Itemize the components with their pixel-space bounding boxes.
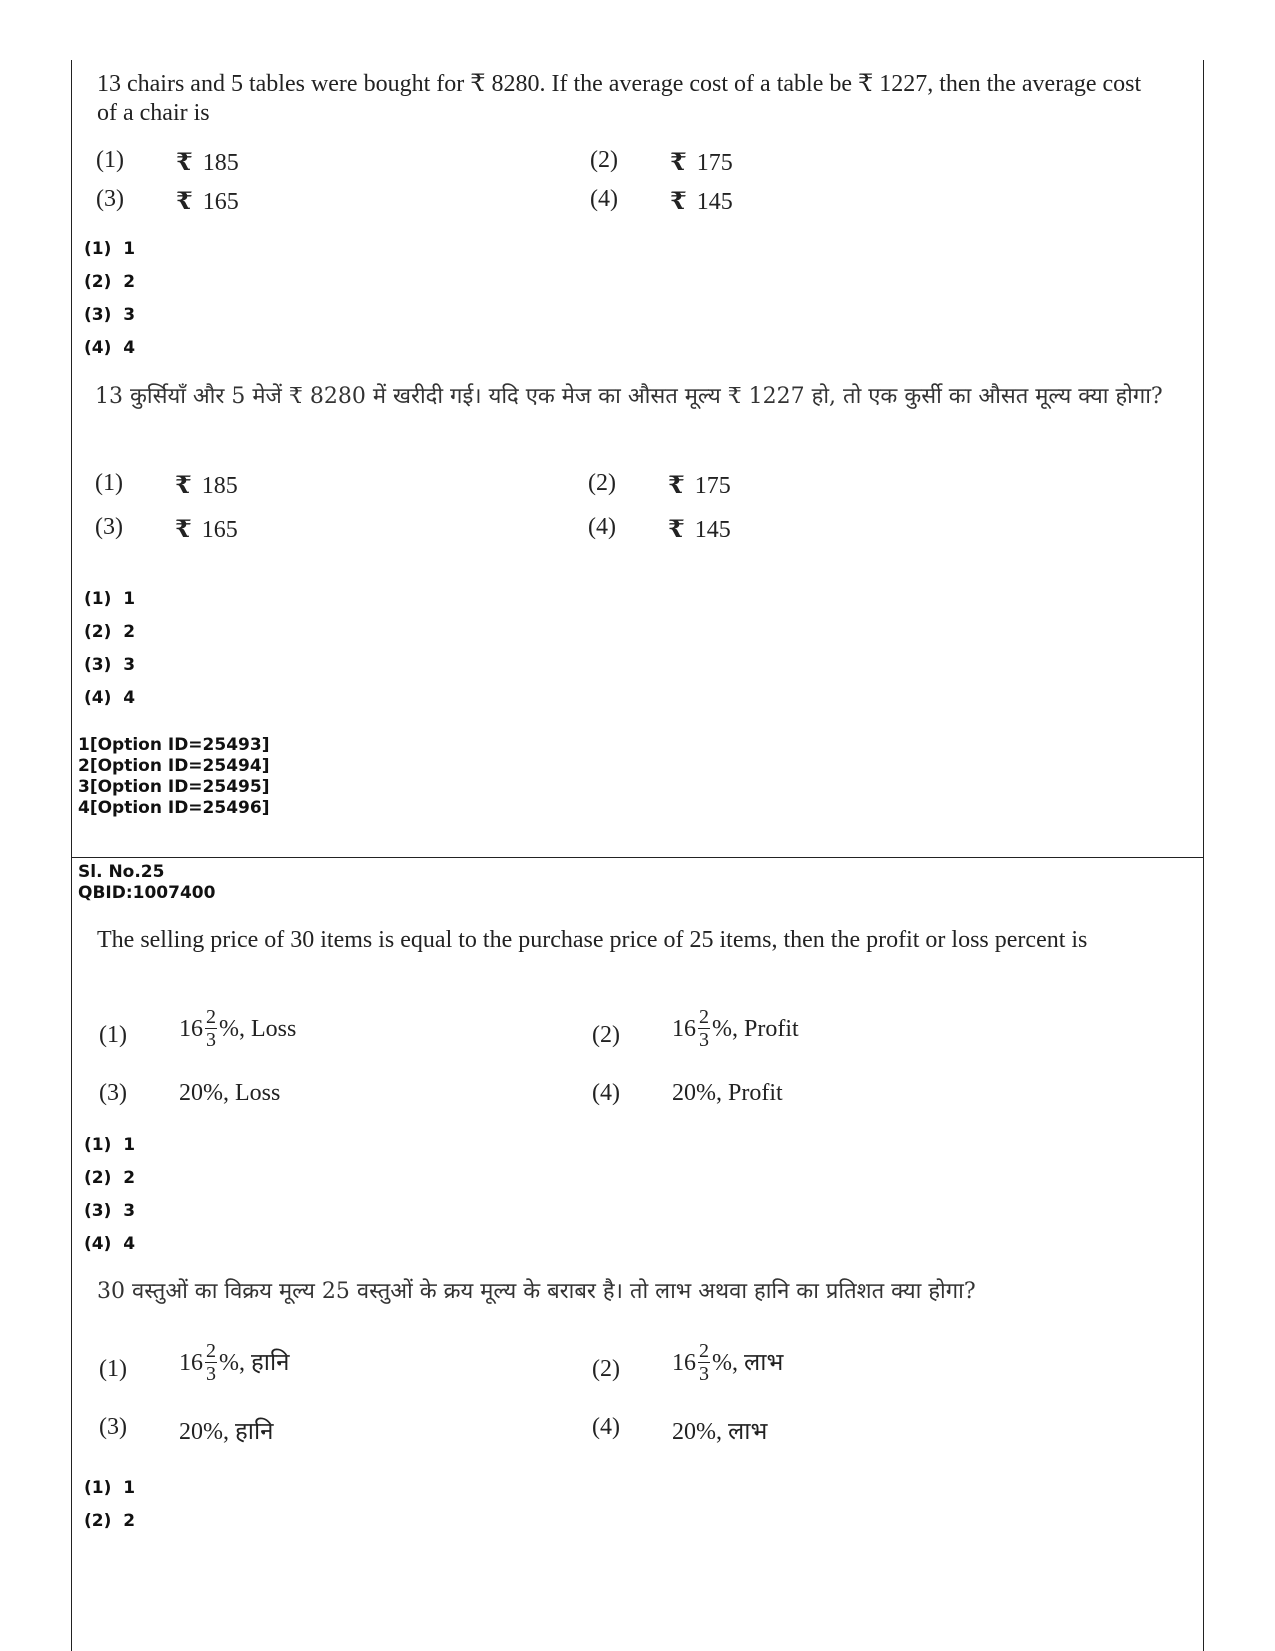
option-number: (1) (95, 470, 123, 496)
q25-hi-option-3 (99, 1414, 519, 1454)
fraction-denominator: 3 (206, 1029, 216, 1051)
fraction-numerator: 2 (206, 1006, 216, 1028)
question-separator (71, 857, 1204, 858)
q24-en-option-1 (96, 147, 496, 187)
q24-option-id-1: 1[Option ID=25493] (78, 735, 270, 755)
q25-en-option-3 (99, 1080, 519, 1120)
rupee-symbol: ₹ (175, 473, 192, 499)
option-number: (4) (592, 1080, 620, 1106)
page-frame-left (71, 60, 72, 1651)
option-value: 20%, हानि (179, 1419, 274, 1445)
option-number: (3) (96, 186, 124, 212)
option-value: 165 (202, 189, 239, 215)
option-value: 185 (201, 473, 238, 499)
fraction-denominator: 3 (206, 1363, 216, 1385)
q25-answer-choice-4[interactable]: (4) 4 (84, 1234, 136, 1254)
q24-hi-answer-choice-1[interactable]: (1) 1 (84, 589, 136, 609)
option-number: (1) (96, 147, 124, 173)
fraction-denominator: 3 (699, 1029, 709, 1051)
q24-hi-option-2 (588, 470, 988, 510)
option-number: (4) (590, 186, 618, 212)
q25-hi-answer-choice-2[interactable]: (2) 2 (84, 1511, 136, 1531)
option-number: (2) (592, 1022, 620, 1048)
q24-hi-option-3 (95, 514, 495, 554)
fraction-denominator: 3 (699, 1363, 709, 1385)
option-value: 20%, लाभ (672, 1419, 768, 1445)
q25-question-text-en: The selling price of 30 items is equal to the purchase price of 25 items, then the profit or loss percent is (97, 927, 1088, 953)
rupee-symbol: ₹ (668, 473, 685, 499)
option-value: %, Loss (219, 1016, 297, 1043)
option-number: (3) (99, 1080, 127, 1106)
option-value: 20%, Loss (179, 1080, 281, 1106)
q25-hi-option-2 (592, 1340, 1012, 1406)
fraction-numerator: 2 (699, 1006, 709, 1028)
q24-answer-choice-3[interactable]: (3) 3 (84, 305, 136, 325)
fraction-whole: 16 (179, 1016, 203, 1043)
q25-qbid: QBID:1007400 (78, 883, 216, 903)
option-number: (3) (99, 1414, 127, 1440)
option-number: (2) (592, 1356, 620, 1382)
q25-en-option-2 (592, 1006, 1012, 1072)
q24-answer-choice-2[interactable]: (2) 2 (84, 272, 136, 292)
option-number: (4) (588, 514, 616, 540)
fraction (205, 1340, 217, 1385)
q25-answer-choice-3[interactable]: (3) 3 (84, 1201, 136, 1221)
option-value: %, Profit (712, 1016, 799, 1043)
q24-en-option-3 (96, 186, 496, 226)
fraction-whole: 16 (179, 1350, 203, 1377)
q25-hi-answer-choice-1[interactable]: (1) 1 (84, 1478, 136, 1498)
q24-hi-answer-choice-2[interactable]: (2) 2 (84, 622, 136, 642)
q24-en-option-4 (590, 186, 990, 226)
option-number: (1) (99, 1022, 127, 1048)
q24-option-id-4: 4[Option ID=25496] (78, 798, 270, 818)
option-number: (2) (590, 147, 618, 173)
fraction (698, 1340, 710, 1385)
option-value: 20%, Profit (672, 1080, 783, 1106)
q24-hi-answer-choice-3[interactable]: (3) 3 (84, 655, 136, 675)
q24-answer-choice-1[interactable]: (1) 1 (84, 239, 136, 259)
fraction-whole: 16 (672, 1016, 696, 1043)
option-number: (1) (99, 1356, 127, 1382)
option-value: 145 (696, 189, 733, 215)
q25-answer-choice-1[interactable]: (1) 1 (84, 1135, 136, 1155)
q25-serial-number: Sl. No.25 (78, 862, 165, 882)
q24-hi-option-1 (95, 470, 495, 510)
page-frame-right (1203, 60, 1204, 1651)
q24-answer-choice-4[interactable]: (4) 4 (84, 338, 136, 358)
rupee-symbol: ₹ (670, 150, 687, 176)
fraction-whole: 16 (672, 1350, 696, 1377)
fraction-numerator: 2 (206, 1340, 216, 1362)
q25-en-option-4 (592, 1080, 1012, 1120)
option-value: %, लाभ (712, 1350, 784, 1377)
fraction (205, 1006, 217, 1051)
option-value: 175 (694, 473, 731, 499)
q24-hi-answer-choice-4[interactable]: (4) 4 (84, 688, 136, 708)
q24-question-text-en: 13 chairs and 5 tables were bought for ₹ 8280. If the average cost of a table be ₹ 1227, then the average cost of a chair is (97, 71, 1142, 126)
q25-question-text-hi: 30 वस्तुओं का विक्रय मूल्य 25 वस्तुओं के क्रय मूल्य के बराबर है। तो लाभ अथवा हानि का प्रतिशत क्या होगा? (97, 1279, 976, 1304)
q25-answer-choice-2[interactable]: (2) 2 (84, 1168, 136, 1188)
fraction-numerator: 2 (699, 1340, 709, 1362)
option-number: (4) (592, 1414, 620, 1440)
fraction (698, 1006, 710, 1051)
q24-en-option-2 (590, 147, 990, 187)
q24-question-text-hi: 13 कुर्सियाँ और 5 मेजें ₹ 8280 में खरीदी गई। यदि एक मेज का औसत मूल्य ₹ 1227 हो, तो एक कुर्सी का औसत मूल्य क्या होगा? (95, 384, 1163, 409)
rupee-symbol: ₹ (176, 150, 193, 176)
q24-hi-option-4 (588, 514, 988, 554)
q24-option-id-2: 2[Option ID=25494] (78, 756, 270, 776)
option-value: 185 (202, 150, 239, 176)
rupee-symbol: ₹ (668, 517, 685, 543)
option-value: %, हानि (219, 1350, 290, 1377)
rupee-symbol: ₹ (175, 517, 192, 543)
option-number: (2) (588, 470, 616, 496)
rupee-symbol: ₹ (176, 189, 193, 215)
q25-en-option-1 (99, 1006, 519, 1072)
option-value: 145 (694, 517, 731, 543)
option-number: (3) (95, 514, 123, 540)
rupee-symbol: ₹ (670, 189, 687, 215)
q24-option-id-3: 3[Option ID=25495] (78, 777, 270, 797)
option-value: 175 (696, 150, 733, 176)
option-value: 165 (201, 517, 238, 543)
q25-hi-option-1 (99, 1340, 519, 1406)
q25-hi-option-4 (592, 1414, 1012, 1454)
